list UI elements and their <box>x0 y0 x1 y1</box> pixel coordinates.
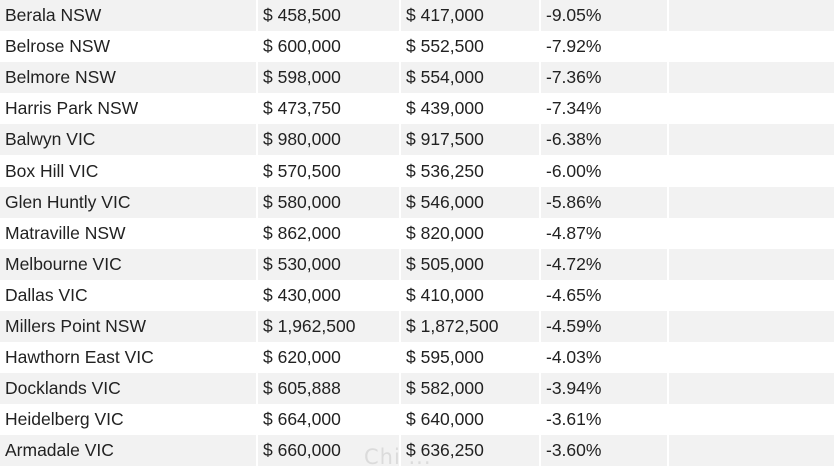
suburb-cell: Melbourne VIC <box>0 249 257 280</box>
price-after-cell: $ 582,000 <box>400 373 540 404</box>
price-before-cell: $ 664,000 <box>257 404 400 435</box>
price-before-cell: $ 660,000 <box>257 435 400 466</box>
table-row <box>0 218 835 249</box>
price-after-cell: $ 417,000 <box>400 0 540 31</box>
price-before-cell: $ 580,000 <box>257 187 400 218</box>
empty-cell <box>668 0 835 31</box>
suburb-cell: Berala NSW <box>0 0 257 31</box>
empty-cell <box>668 404 835 435</box>
empty-cell <box>668 280 835 311</box>
table-row <box>0 62 835 93</box>
empty-cell <box>668 373 835 404</box>
price-after-cell: $ 820,000 <box>400 218 540 249</box>
price-after-cell: $ 917,500 <box>400 124 540 155</box>
suburb-cell: Hawthorn East VIC <box>0 342 257 373</box>
price-before-cell: $ 530,000 <box>257 249 400 280</box>
suburb-cell: Millers Point NSW <box>0 311 257 342</box>
empty-cell <box>668 31 835 62</box>
price-before-cell: $ 430,000 <box>257 280 400 311</box>
price-before-cell: $ 620,000 <box>257 342 400 373</box>
price-after-cell: $ 410,000 <box>400 280 540 311</box>
table-row <box>0 373 835 404</box>
table-row <box>0 124 835 155</box>
empty-cell <box>668 249 835 280</box>
suburb-cell: Box Hill VIC <box>0 155 257 186</box>
price-before-cell: $ 980,000 <box>257 124 400 155</box>
suburb-cell: Glen Huntly VIC <box>0 187 257 218</box>
change-cell: -3.94% <box>540 373 668 404</box>
change-cell: -4.59% <box>540 311 668 342</box>
price-after-cell: $ 1,872,500 <box>400 311 540 342</box>
table-row <box>0 280 835 311</box>
empty-cell <box>668 342 835 373</box>
suburb-cell: Dallas VIC <box>0 280 257 311</box>
change-cell: -3.61% <box>540 404 668 435</box>
empty-cell <box>668 124 835 155</box>
change-cell: -5.86% <box>540 187 668 218</box>
change-cell: -7.92% <box>540 31 668 62</box>
change-cell: -7.34% <box>540 93 668 124</box>
price-before-cell: $ 570,500 <box>257 155 400 186</box>
empty-cell <box>668 155 835 186</box>
change-cell: -6.00% <box>540 155 668 186</box>
change-cell: -4.65% <box>540 280 668 311</box>
price-after-cell: $ 439,000 <box>400 93 540 124</box>
suburb-cell: Heidelberg VIC <box>0 404 257 435</box>
price-before-cell: $ 600,000 <box>257 31 400 62</box>
price-before-cell: $ 598,000 <box>257 62 400 93</box>
empty-cell <box>668 62 835 93</box>
suburb-cell: Belrose NSW <box>0 31 257 62</box>
price-after-cell: $ 505,000 <box>400 249 540 280</box>
price-after-cell: $ 552,500 <box>400 31 540 62</box>
price-after-cell: $ 636,250 <box>400 435 540 466</box>
table-row <box>0 311 835 342</box>
empty-cell <box>668 93 835 124</box>
empty-cell <box>668 218 835 249</box>
table-row <box>0 249 835 280</box>
price-before-cell: $ 458,500 <box>257 0 400 31</box>
price-after-cell: $ 536,250 <box>400 155 540 186</box>
empty-cell <box>668 187 835 218</box>
price-before-cell: $ 473,750 <box>257 93 400 124</box>
table-row <box>0 187 835 218</box>
change-cell: -9.05% <box>540 0 668 31</box>
change-cell: -4.72% <box>540 249 668 280</box>
suburb-cell: Matraville NSW <box>0 218 257 249</box>
price-after-cell: $ 546,000 <box>400 187 540 218</box>
change-cell: -6.38% <box>540 124 668 155</box>
suburb-cell: Balwyn VIC <box>0 124 257 155</box>
watermark: Chi ... <box>364 445 432 469</box>
price-before-cell: $ 605,888 <box>257 373 400 404</box>
table-row <box>0 93 835 124</box>
change-cell: -4.03% <box>540 342 668 373</box>
price-before-cell: $ 862,000 <box>257 218 400 249</box>
suburb-cell: Armadale VIC <box>0 435 257 466</box>
table-row <box>0 0 835 31</box>
table-row <box>0 435 835 466</box>
price-after-cell: $ 640,000 <box>400 404 540 435</box>
suburb-cell: Harris Park NSW <box>0 93 257 124</box>
empty-cell <box>668 311 835 342</box>
table-row <box>0 404 835 435</box>
table-row <box>0 342 835 373</box>
price-after-cell: $ 554,000 <box>400 62 540 93</box>
price-before-cell: $ 1,962,500 <box>257 311 400 342</box>
suburb-cell: Docklands VIC <box>0 373 257 404</box>
change-cell: -3.60% <box>540 435 668 466</box>
change-cell: -4.87% <box>540 218 668 249</box>
table-row <box>0 155 835 186</box>
table-row <box>0 31 835 62</box>
price-after-cell: $ 595,000 <box>400 342 540 373</box>
empty-cell <box>668 435 835 466</box>
change-cell: -7.36% <box>540 62 668 93</box>
suburb-cell: Belmore NSW <box>0 62 257 93</box>
